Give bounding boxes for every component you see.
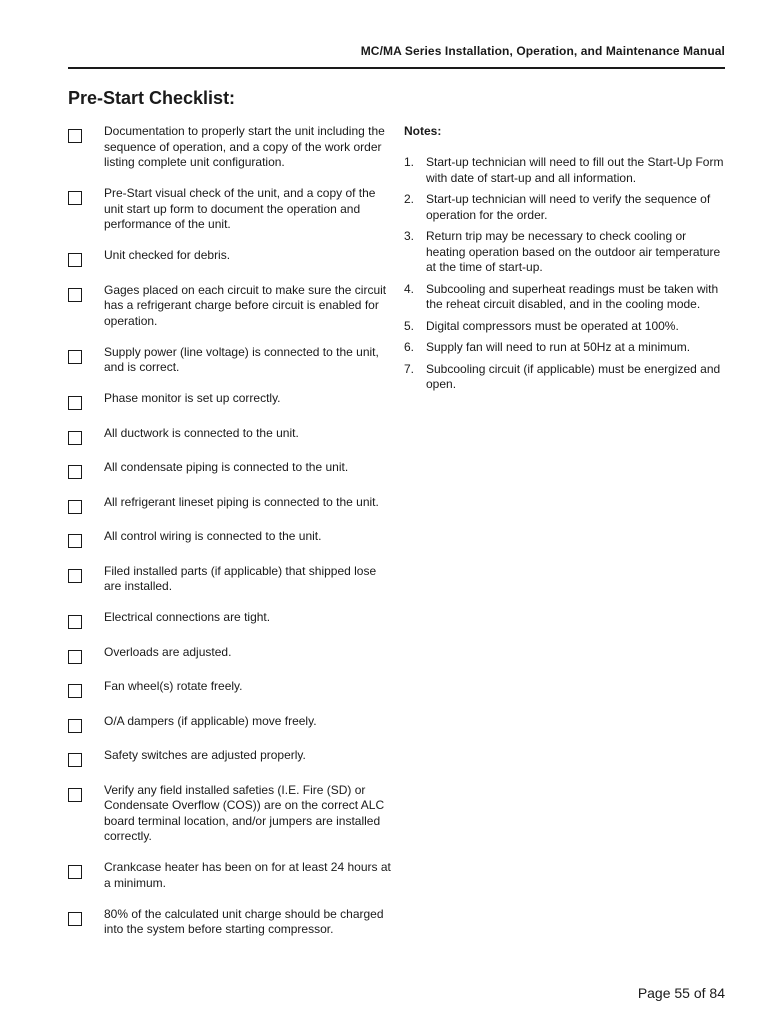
checklist-item-text: Gages placed on each circuit to make sure the circuit has a refrigerant charge before circuit is enabled for operation. (104, 282, 387, 328)
checklist-item-text: 80% of the calculated unit charge should be charged into the system before starting compressor. (104, 906, 384, 936)
note-item (404, 229, 726, 276)
note-text: Start-up technician will need to verify the sequence of operation for the order. (426, 192, 711, 222)
checklist-item (68, 283, 393, 330)
note-item (404, 155, 726, 186)
note-text: Return trip may be necessary to check cooling or heating operation based on the outdoor air temperature at the time of start-up. (426, 229, 721, 274)
note-number: 6. (404, 340, 415, 354)
checklist-item-text: All ductwork is connected to the unit. (104, 425, 299, 440)
checkbox[interactable] (68, 350, 82, 364)
note-text: Subcooling and superheat readings must be taken with the reheat circuit disabled, and in the cooling mode. (426, 281, 719, 311)
checklist-item-text: Unit checked for debris. (104, 248, 231, 262)
checklist-item-text: Filed installed parts (if applicable) that shipped lose are installed. (104, 563, 377, 593)
notes-heading: Notes: (404, 124, 442, 138)
note-number: 7. (404, 361, 415, 376)
checklist-item-text: Fan wheel(s) rotate freely. (104, 679, 243, 693)
checkbox[interactable] (68, 569, 82, 583)
note-number: 4. (404, 281, 415, 296)
note-text: Subcooling circuit (if applicable) must be energized and open. (426, 361, 721, 391)
checklist-item (68, 907, 393, 938)
checkbox[interactable] (68, 465, 82, 479)
checkbox[interactable] (68, 650, 82, 664)
checklist-item (68, 186, 393, 233)
checkbox[interactable] (68, 788, 82, 802)
checklist-item-text: Verify any field installed safeties (I.E. Fire (SD) or Condensate Overflow (COS)) are on the correct ALC board terminal location, and/or jumpers are installed correctly. (104, 782, 385, 843)
checklist-item-text: Overloads are adjusted. (104, 644, 232, 659)
checklist-item-text: All condensate piping is connected to the unit. (104, 460, 349, 474)
checkbox[interactable] (68, 288, 82, 302)
checklist-item (68, 610, 393, 629)
checklist-item (68, 529, 393, 548)
checklist-item (68, 783, 393, 845)
note-item (404, 319, 726, 335)
note-text: Supply fan will need to run at 50Hz at a minimum. (426, 340, 691, 354)
note-number: 1. (404, 155, 415, 169)
note-item (404, 362, 726, 393)
checklist-item-text: Electrical connections are tight. (104, 610, 271, 624)
checklist-item (68, 860, 393, 891)
checkbox[interactable] (68, 753, 82, 767)
checklist-item-text: Phase monitor is set up correctly. (104, 391, 281, 405)
notes-section (404, 124, 726, 399)
checklist-item-text: All control wiring is connected to the unit. (104, 529, 322, 543)
checklist-item (68, 564, 393, 595)
section-title: Pre-Start Checklist: (68, 88, 236, 108)
checkbox[interactable] (68, 912, 82, 926)
note-item (404, 340, 726, 356)
checkbox[interactable] (68, 191, 82, 205)
checkbox[interactable] (68, 534, 82, 548)
checklist-item-text: Crankcase heater has been on for at least 24 hours at a minimum. (104, 860, 391, 890)
checkbox[interactable] (68, 431, 82, 445)
note-text: Digital compressors must be operated at 100%. (426, 318, 679, 333)
checkbox[interactable] (68, 684, 82, 698)
checklist-item-text: All refrigerant lineset piping is connected to the unit. (104, 494, 379, 509)
checkbox[interactable] (68, 719, 82, 733)
checklist-item (68, 124, 393, 171)
pre-start-checklist (68, 124, 393, 953)
checklist-item (68, 679, 393, 698)
checklist-item (68, 714, 393, 733)
checklist-item (68, 748, 393, 767)
checklist-item (68, 460, 393, 479)
checkbox[interactable] (68, 129, 82, 143)
checklist-item (68, 645, 393, 664)
checklist-item (68, 345, 393, 376)
checklist-item-text: Pre-Start visual check of the unit, and a copy of the unit start up form to document the operation and performance of the unit. (104, 186, 376, 231)
note-item (404, 282, 726, 313)
note-item (404, 192, 726, 223)
document-title: MC/MA Series Installation, Operation, and Maintenance Manual (360, 44, 725, 58)
note-number: 5. (404, 318, 415, 333)
checkbox[interactable] (68, 865, 82, 879)
checkbox[interactable] (68, 615, 82, 629)
checklist-item (68, 495, 393, 514)
checklist-item (68, 391, 393, 410)
note-number: 3. (404, 229, 415, 243)
checklist-item-text: O/A dampers (if applicable) move freely. (104, 713, 317, 728)
note-text: Start-up technician will need to fill out the Start-Up Form with date of start-up and all information. (426, 155, 724, 185)
checklist-item (68, 426, 393, 445)
checklist-item-text: Documentation to properly start the unit including the sequence of operation, and a copy of the work order listing complete unit configuration. (104, 124, 385, 169)
checklist-item (68, 248, 393, 267)
page-number: Page 55 of 84 (637, 985, 725, 1001)
checklist-item-text: Safety switches are adjusted properly. (104, 748, 306, 762)
checklist-item-text: Supply power (line voltage) is connected to the unit, and is correct. (104, 344, 379, 374)
note-number: 2. (404, 192, 415, 206)
checkbox[interactable] (68, 500, 82, 514)
checkbox[interactable] (68, 253, 82, 267)
header-divider (68, 67, 725, 69)
checkbox[interactable] (68, 396, 82, 410)
